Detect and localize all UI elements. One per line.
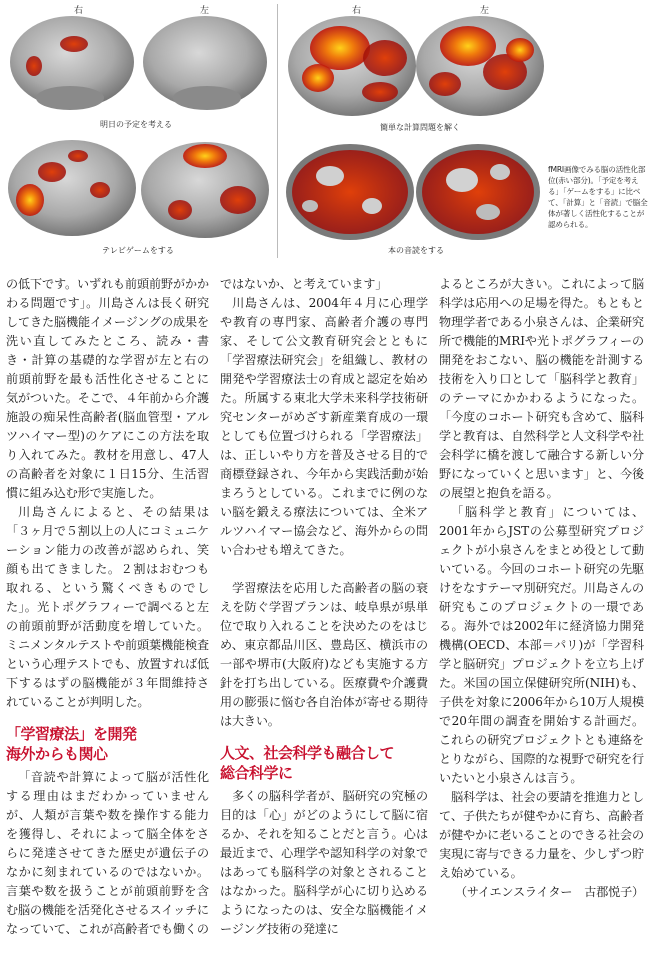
brain-panel-plan bbox=[10, 16, 267, 110]
paragraph: 学習療法を応用した高齢者の脳の衰えを防ぐ学習プランは、岐阜県が県単位で取り入れることを決めたのをはじめ、東京都品川区、豊島区、横浜市の一部や堺市(大阪府)なども実施する方針を打ち出している。医療費や介護費用の膨張に悩む各自治体が寄せる期待は大きい。 bbox=[220, 581, 428, 728]
heading-line: 海外からも関心 bbox=[6, 745, 108, 763]
label-right-2: 右 bbox=[352, 6, 362, 16]
article-column-1 bbox=[6, 275, 209, 939]
brain-panel-game bbox=[8, 140, 269, 238]
brain-panel-read bbox=[286, 144, 540, 240]
fmri-figure bbox=[0, 0, 650, 270]
caption-plan: 明日の予定を考える bbox=[100, 120, 172, 129]
label-right-1: 右 bbox=[74, 6, 84, 16]
brain-panel-calc bbox=[288, 16, 544, 116]
paragraph: 「脳科学と教育」については、2001年からJSTの公募型研究プロジェクトが小泉さんをまとめ役として動いている。今回のコホート研究の先駆けをなすテーマ別研究だ。川島さんの研究もこのプロジェクトの一環である。海外では2002年に経済協力開発機構(OECD、本部＝パリ)が「学習科学と脳研究」プロジェクトを立ち上げた。米国の国立保健研究所(NIH)も、子供を対象に2006年から10万人規模で20年間の調査を開始する計画だ。これらの研究プロジェクトとも連絡をとりながら、国際的な視野で研究を行いたいと小泉さんは言う。 bbox=[439, 505, 644, 785]
paragraph: 多くの脳科学者が、脳研究の究極の目的は「心」がどのようにして脳に宿るか、それを知ることだと言う。心は最近まで、心理学や認知科学の対象ではあっても脳科学の対象とされることはなかった。脳科学が心に切り込めるようになったのは、安全な脳機能イメージング技術の発達に bbox=[220, 789, 428, 936]
figure-note: fMRI画像でみる脳の活性化部位(赤い部分)。「予定を考える」「ゲームをする」に比べて、「計算」と「音読」で脳全体が著しく活性化することが認められる。 bbox=[548, 165, 648, 229]
caption-game: テレビゲームをする bbox=[102, 246, 174, 255]
section-heading-2 bbox=[220, 743, 428, 783]
paragraph: 「音読や計算によって脳が活性化する理由はまだわかっていませんが、人類が言葉や数を操作する能力を獲得し、それによって脳全体をさらに発達させてきた歴史が遺伝子のなかに刻まれているのではないか。言葉や数を扱うことが前頭前野を含む脳の機能を活発化させるスイッチになっていて、これが高齢者でも働くの bbox=[6, 770, 209, 936]
paragraph: 川島さんは、2004年４月に心理学や教育の専門家、高齢者介護の専門家、そして公文教育研究会とともに「学習療法研究会」を組織し、教材の開発や学習療法士の育成と認定を始めた。所属する東北大学未来科学技術研究センターがめざす新産業育成の一環としても位置づけられる「学習療法」は、正しいやり方を普及させる目的で商標登録され、今年から実践活動が始まろうとしている。これまでに例のない脳を鍛える療法については、全米アルツハイマー協会など、海外からの問い合わせも増えてきた。 bbox=[220, 296, 428, 557]
article-column-2 bbox=[220, 275, 428, 939]
label-left-2: 左 bbox=[480, 6, 490, 16]
heading-line: 「学習療法」を開発 bbox=[6, 725, 137, 743]
section-heading-1 bbox=[6, 724, 209, 764]
paragraph: ではないか、と考えています」 bbox=[220, 277, 388, 291]
author-signature: （サイエンスライター 古郡悦子） bbox=[454, 885, 644, 899]
label-left-1: 左 bbox=[200, 6, 210, 16]
paragraph: 川島さんによると、その結果は「３ヶ月で５割以上の人にコミュニケーション能力の改善が認められ、笑顔も出てきました。２割はおむつも取れる、という驚くべきものでした」。光トポグラフィーで調べると左の前頭前野が活動度を増していた。ミニメンタルテストや前頭葉機能検査という心理テストでも、放置すれば低下するはずの脳機能が３年間維持されていることが判明した。 bbox=[6, 505, 209, 709]
article-column-3 bbox=[439, 275, 644, 902]
caption-read: 本の音読をする bbox=[388, 246, 444, 255]
caption-calc: 簡単な計算問題を解く bbox=[380, 123, 460, 132]
paragraph: よるところが大きい。これによって脳科学は応用への足場を得た。もともと物理学者である小泉さんは、企業研究所で機能的MRIや光トポグラフィーの開発をおこない、脳の機能を計測する技術を入り口として「脳科学と教育」のテーマにかかわるようになった。「今度のコホート研究も含めて、脳科学と教育は、自然科学と人文科学や社会科学に橋を渡して融合する新しい分野になっていくと思います」と、今後の展望と抱負を語る。 bbox=[439, 277, 644, 500]
figure-divider bbox=[277, 4, 278, 258]
paragraph: 脳科学は、社会の要請を推進力として、子供たちが健やかに育ち、高齢者が健やかに老いることのできる社会の実現に寄与できる力量を、少しずつ貯え始めている。 bbox=[439, 790, 644, 880]
heading-line: 人文、社会科学も融合して bbox=[220, 744, 395, 762]
heading-line: 総合科学に bbox=[220, 764, 293, 782]
paragraph: の低下です。いずれも前頭前野がかかわる問題です」。川島さんは長く研究してきた脳機能イメージングの成果を洗い直してみたところ、読み・書き・計算の基礎的な学習が左と右の前頭前野を最も活性化させることに気がついた。そこで、４年前から介護施設の痴呆性高齢者(脳血管型・アルツハイマー型)のケアにこの方法を取り入れてみた。教材を用意し、47人の高齢者を対象に１日15分、生活習慣に組み込む形で実施した。 bbox=[6, 277, 209, 500]
